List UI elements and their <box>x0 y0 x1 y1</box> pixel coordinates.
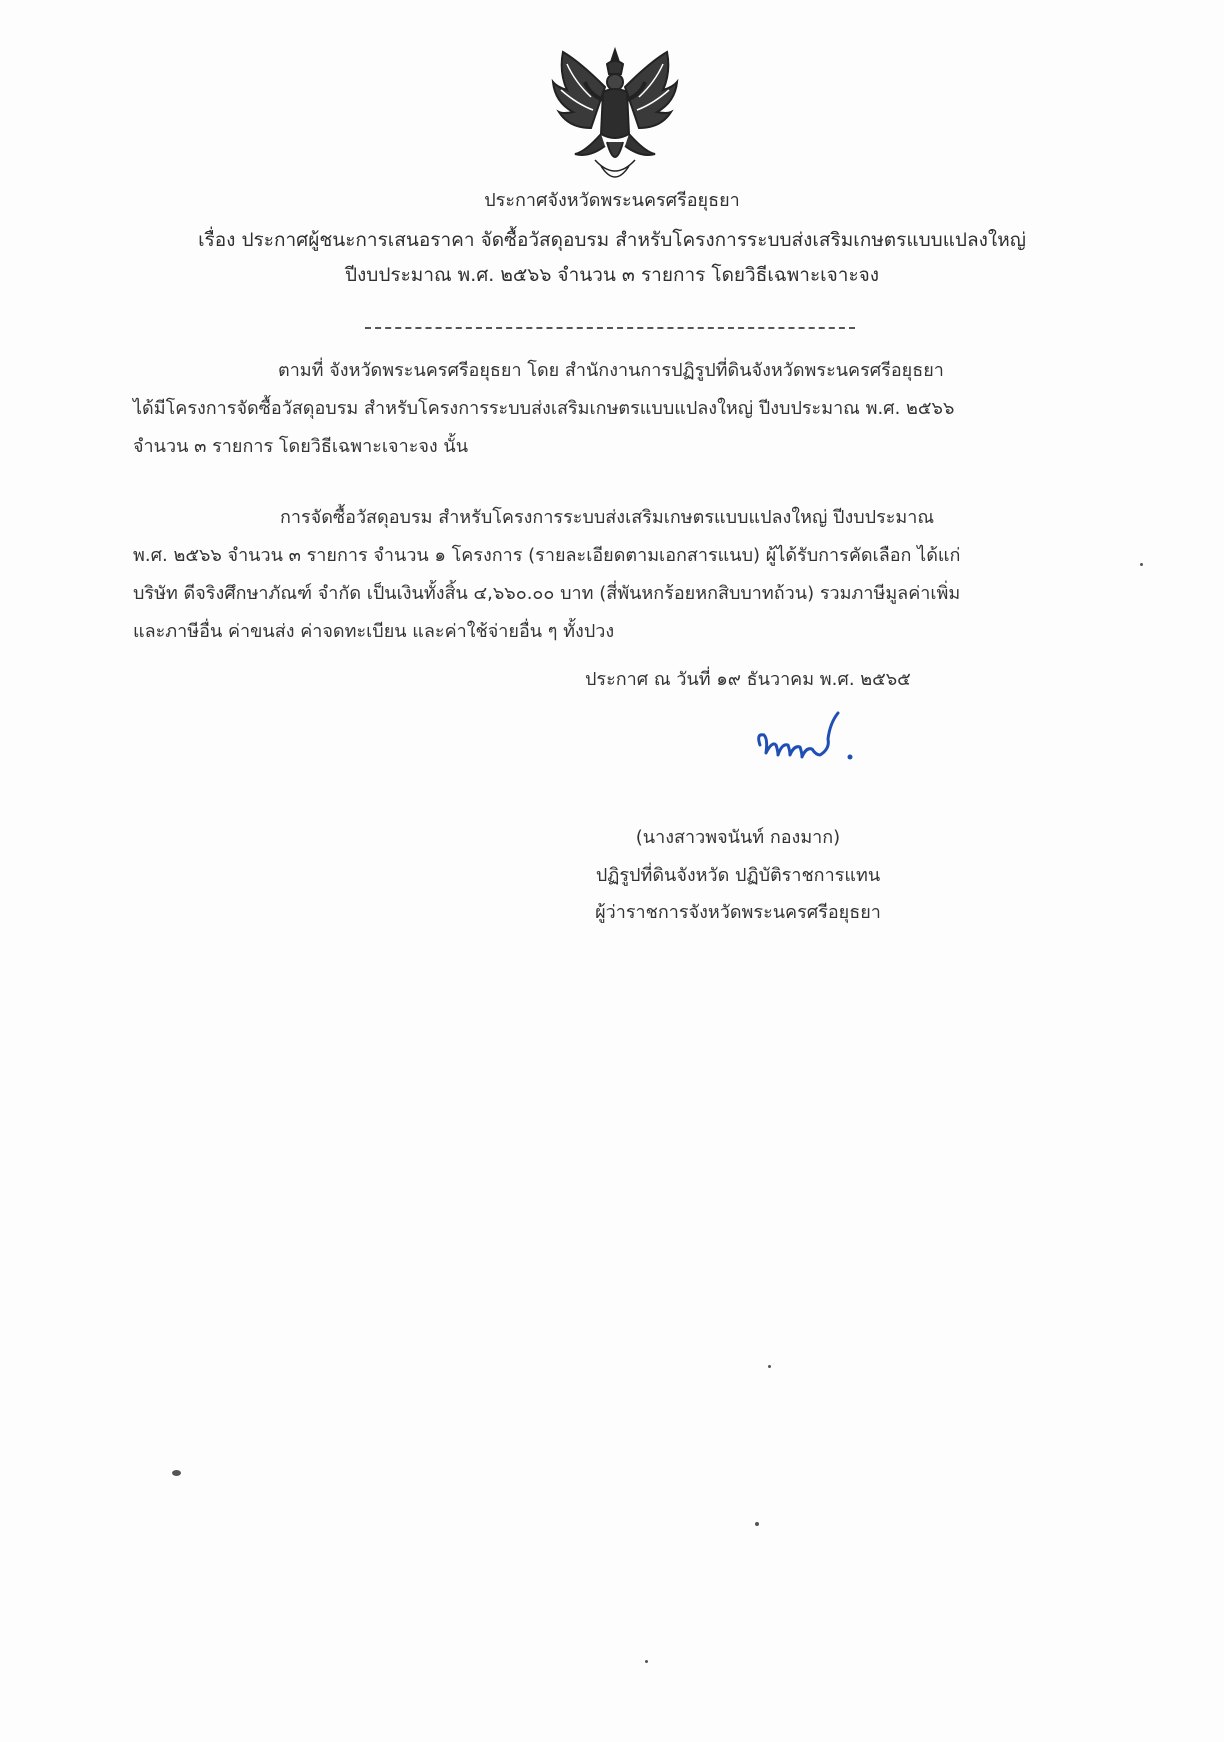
signatory-name: (นางสาวพจนันท์ กองมาก) <box>635 827 841 848</box>
announcement-subject-continued: ปีงบประมาณ พ.ศ. ๒๕๖๖ จำนวน ๓ รายการ โดยวิธีเฉพาะเจาะจง <box>344 264 880 286</box>
scan-speck <box>1140 563 1143 566</box>
paragraph2-line1: การจัดซื้อวัสดุอบรม สำหรับโครงการระบบส่งเสริมเกษตรแบบแปลงใหญ่ ปีงบประมาณ <box>280 507 935 528</box>
paragraph1-line2: ได้มีโครงการจัดซื้อวัสดุอบรม สำหรับโครงการระบบส่งเสริมเกษตรแบบแปลงใหญ่ ปีงบประมาณ พ.ศ. ๒๕๖๖ <box>133 398 955 419</box>
signatory-position-line1: ปฏิรูปที่ดินจังหวัด ปฏิบัติราชการแทน <box>595 865 881 886</box>
paragraph2-line3: บริษัท ดีจริงศึกษาภัณฑ์ จำกัด เป็นเงินทั้งสิ้น ๔,๖๖๐.๐๐ บาท (สี่พันหกร้อยหกสิบบาทถ้วน) รวมภาษีมูลค่าเพิ่ม <box>133 583 961 604</box>
signature-icon <box>738 705 888 775</box>
announcement-subject: เรื่อง ประกาศผู้ชนะการเสนอราคา จัดซื้อวัสดุอบรม สำหรับโครงการระบบส่งเสริมเกษตรแบบแปลงใหญ่ <box>198 229 1026 251</box>
garuda-emblem-icon <box>545 42 685 192</box>
signatory-position-line2: ผู้ว่าราชการจังหวัดพระนครศรีอยุธยา <box>595 902 881 923</box>
scan-speck <box>768 1365 771 1368</box>
scan-speck <box>755 1522 759 1526</box>
announcement-issuer: ประกาศจังหวัดพระนครศรีอยุธยา <box>484 190 740 211</box>
paragraph2-line2: พ.ศ. ๒๕๖๖ จำนวน ๓ รายการ จำนวน ๑ โครงการ (รายละเอียดตามเอกสารแนบ) ผู้ได้รับการคัดเลือก ได้แก่ <box>133 545 961 566</box>
scan-speck <box>645 1660 648 1663</box>
paragraph2-line4: และภาษีอื่น ค่าขนส่ง ค่าจดทะเบียน และค่าใช้จ่ายอื่น ๆ ทั้งปวง <box>133 621 615 642</box>
paragraph1-line1: ตามที่ จังหวัดพระนครศรีอยุธยา โดย สำนักงานการปฏิรูปที่ดินจังหวัดพระนครศรีอยุธยา <box>278 360 944 381</box>
announcement-date: ประกาศ ณ วันที่ ๑๙ ธันวาคม พ.ศ. ๒๕๖๕ <box>585 669 911 690</box>
scan-speck <box>172 1470 181 1476</box>
dashed-divider <box>365 327 855 329</box>
paragraph1-line3: จำนวน ๓ รายการ โดยวิธีเฉพาะเจาะจง นั้น <box>133 436 469 457</box>
